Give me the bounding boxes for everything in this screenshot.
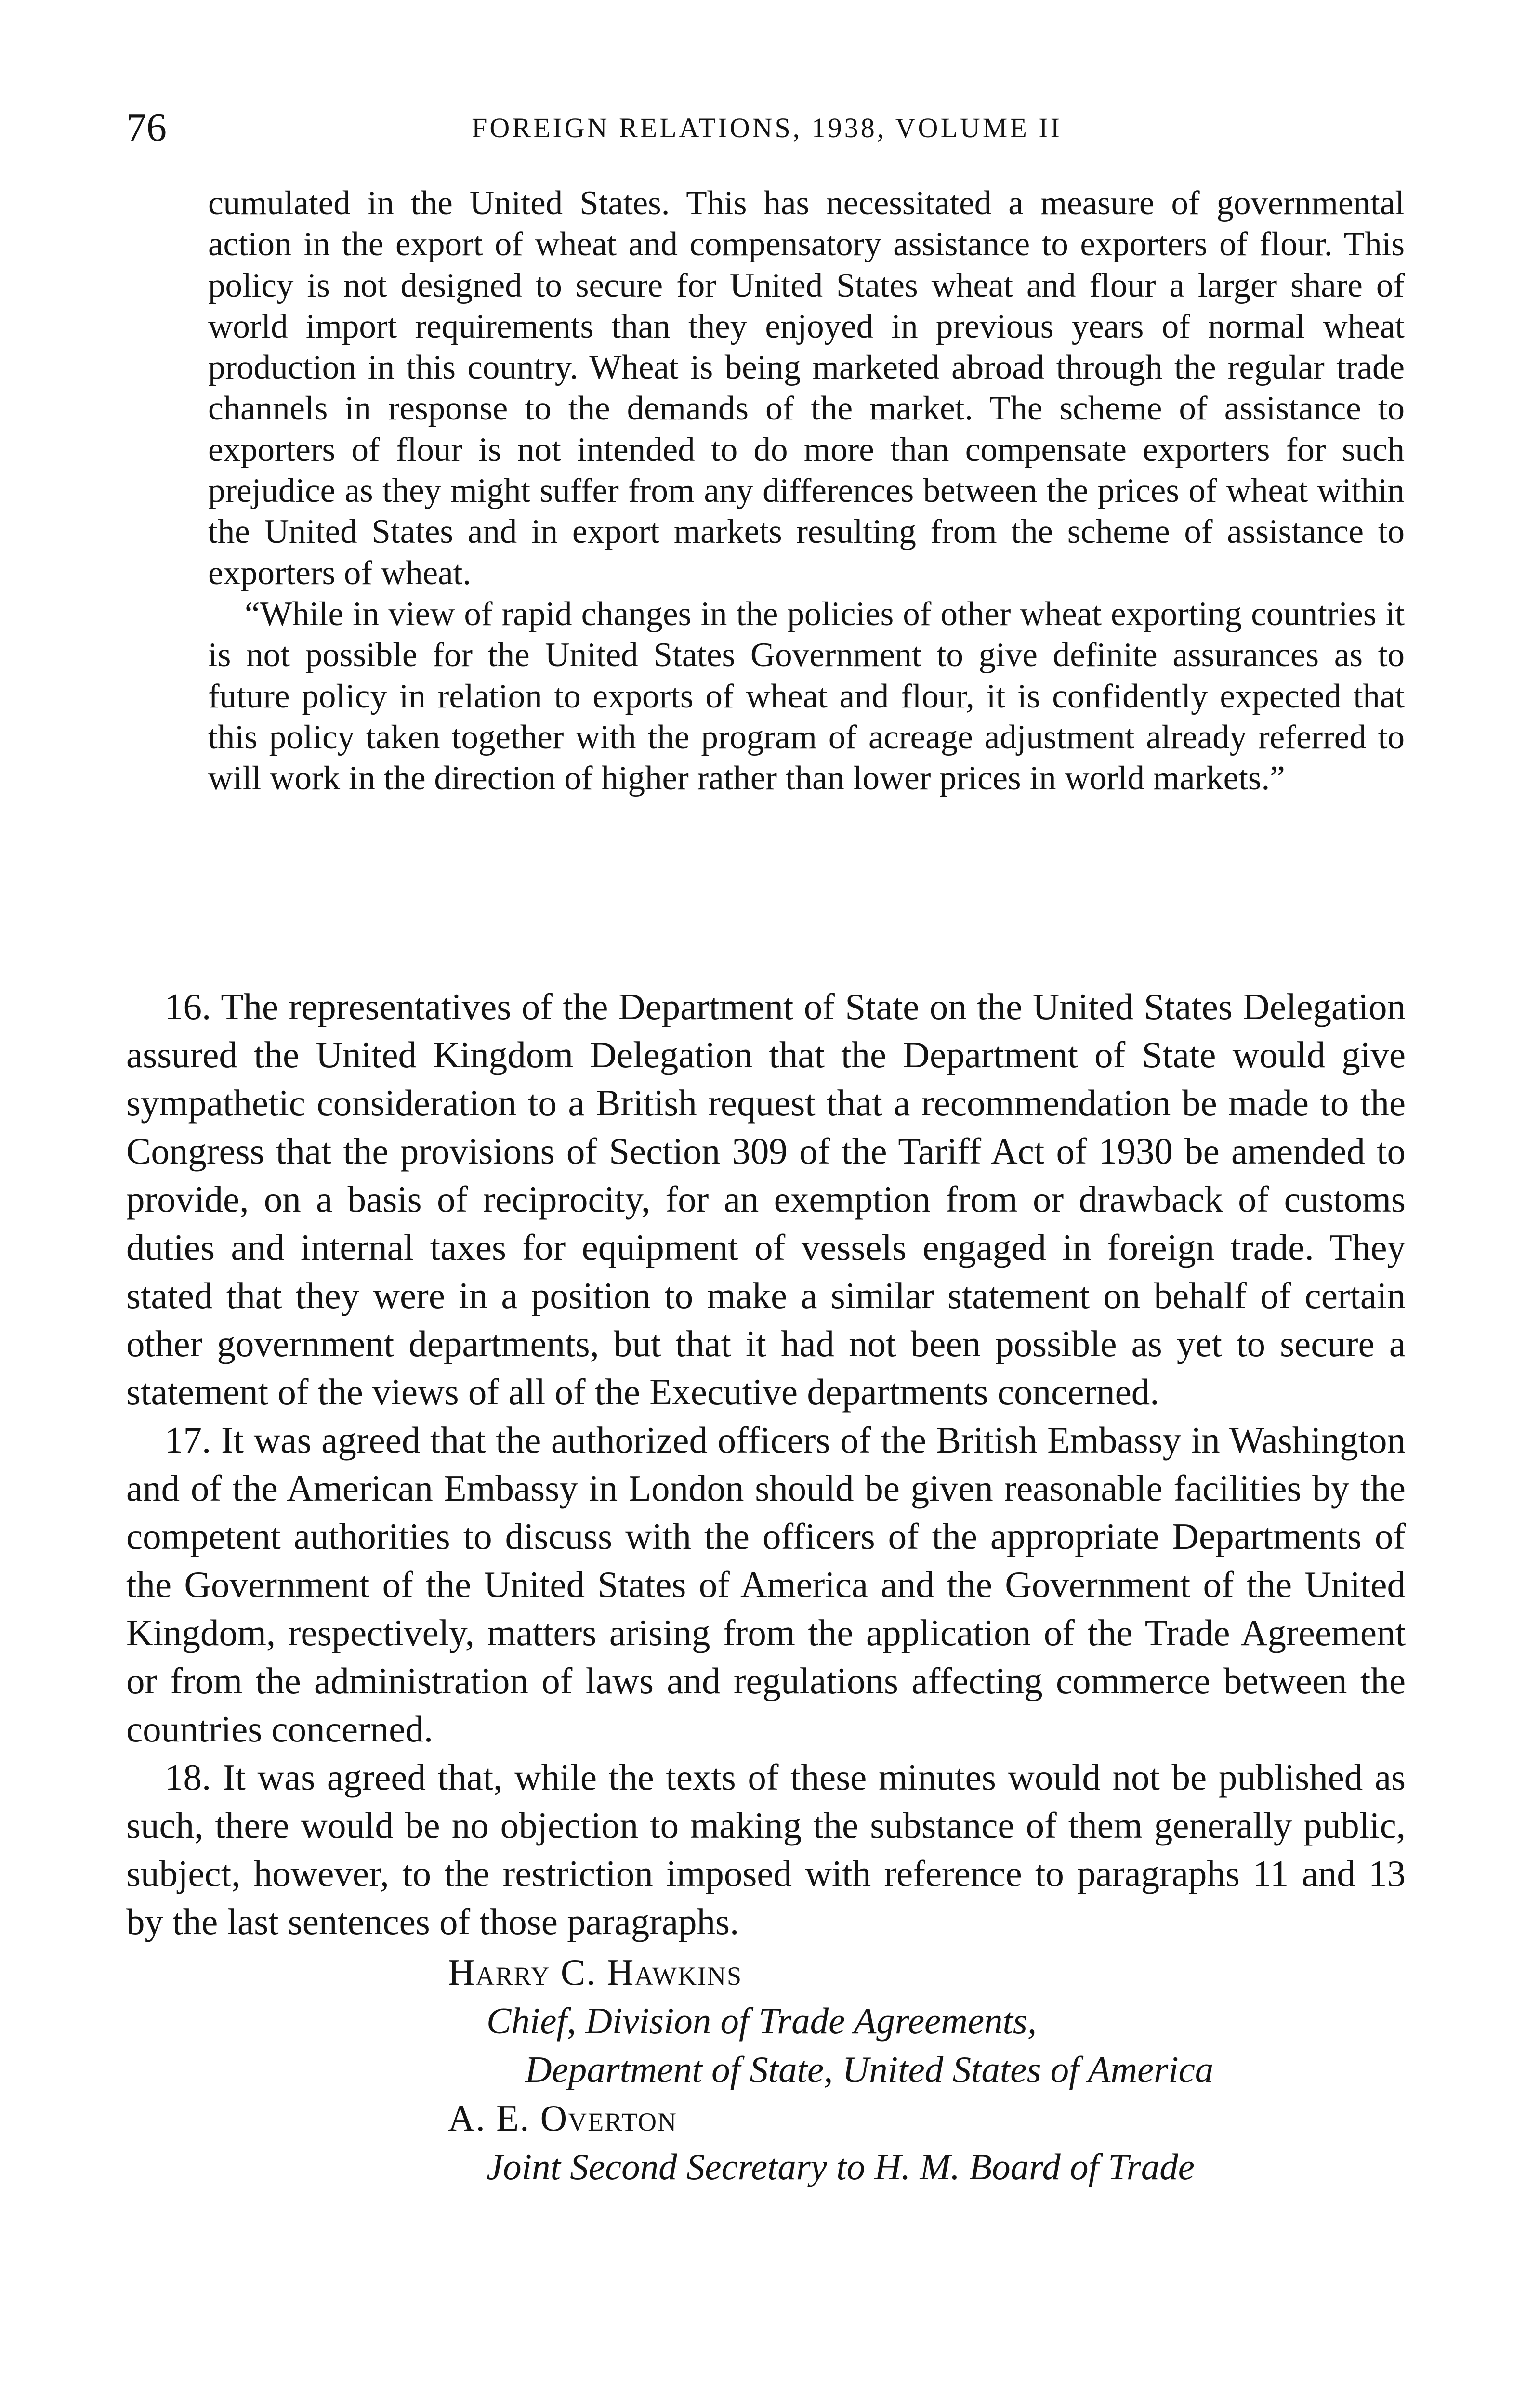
paragraph-16: 16. The representatives of the Department of State on the United States Delegation assured the United Kingdom Delegation that the Department of State would give sympathetic consideration to a British request that a recommendation be made to the Congress that the provisions of Section 309 of the Tariff Act of 1930 be amended to provide, on a basis of reciprocity, for an exemption from or drawback of customs duties and internal taxes for equipment of vessels engaged in foreign trade. They stated that they were in a position to make a similar statement on behalf of certain other government departments, but that it had not been possible as yet to secure a statement of the views of all of the Executive departments concerned.	[126, 986, 1406, 1413]
quote-paragraph: “While in view of rapid changes in the policies of other wheat exporting countries it is not possible for the United States Government to give definite assurances as to future policy in relation to exports of wheat and flour, it is confidently expected that this policy taken together with the program of acreage adjustment already referred to will work in the direction of higher rather than lower prices in world markets.”	[208, 595, 1405, 798]
quote-paragraph: cumulated in the United States. This has necessitated a measure of governmental action in the export of wheat and compensatory assistance to exporters of flour. This policy is not designed to secure for United States wheat and flour a larger share of world import requirements than they enjoyed in previous years of normal wheat production in this country. Wheat is being marketed abroad through the regular trade channels in response to the demands of the market. The scheme of assistance to exporters of flour is not intended to do more than compensate exporters for such prejudice as they might suffer from any differences between the prices of wheat within the United States and in export markets resulting from the scheme of assistance to exporters of wheat.	[208, 184, 1405, 592]
minutes-body	[126, 982, 1406, 1946]
running-head: FOREIGN RELATIONS, 1938, VOLUME II	[472, 112, 1062, 144]
signatory-name: Harry C. Hawkins	[448, 1951, 743, 1993]
quoted-statement	[208, 183, 1405, 799]
paragraph-18: 18. It was agreed that, while the texts of these minutes would not be published as such, there would be no objection to making the substance of them generally public, subject, however, to the restriction imposed with reference to paragraphs 11 and 13 by the last sentences of those paragraphs.	[126, 1756, 1406, 1942]
signatory-title: Department of State, United States of America	[525, 2049, 1214, 2090]
signatory-name: A. E. Overton	[448, 2097, 678, 2139]
page-number: 76	[126, 105, 167, 150]
paragraph-17: 17. It was agreed that the authorized officers of the British Embassy in Washington and of the American Embassy in London should be given reasonable facilities by the competent authorities to discuss with the officers of the appropriate Departments of the Government of the United States of America and the Government of the United Kingdom, respectively, matters arising from the application of the Trade Agreement or from the administration of laws and regulations affecting commerce between the countries concerned.	[126, 1419, 1406, 1750]
page-header	[126, 104, 1408, 157]
signatory-title: Joint Second Secretary to H. M. Board of Trade	[487, 2146, 1195, 2187]
signatory-title: Chief, Division of Trade Agreements,	[487, 2000, 1037, 2042]
